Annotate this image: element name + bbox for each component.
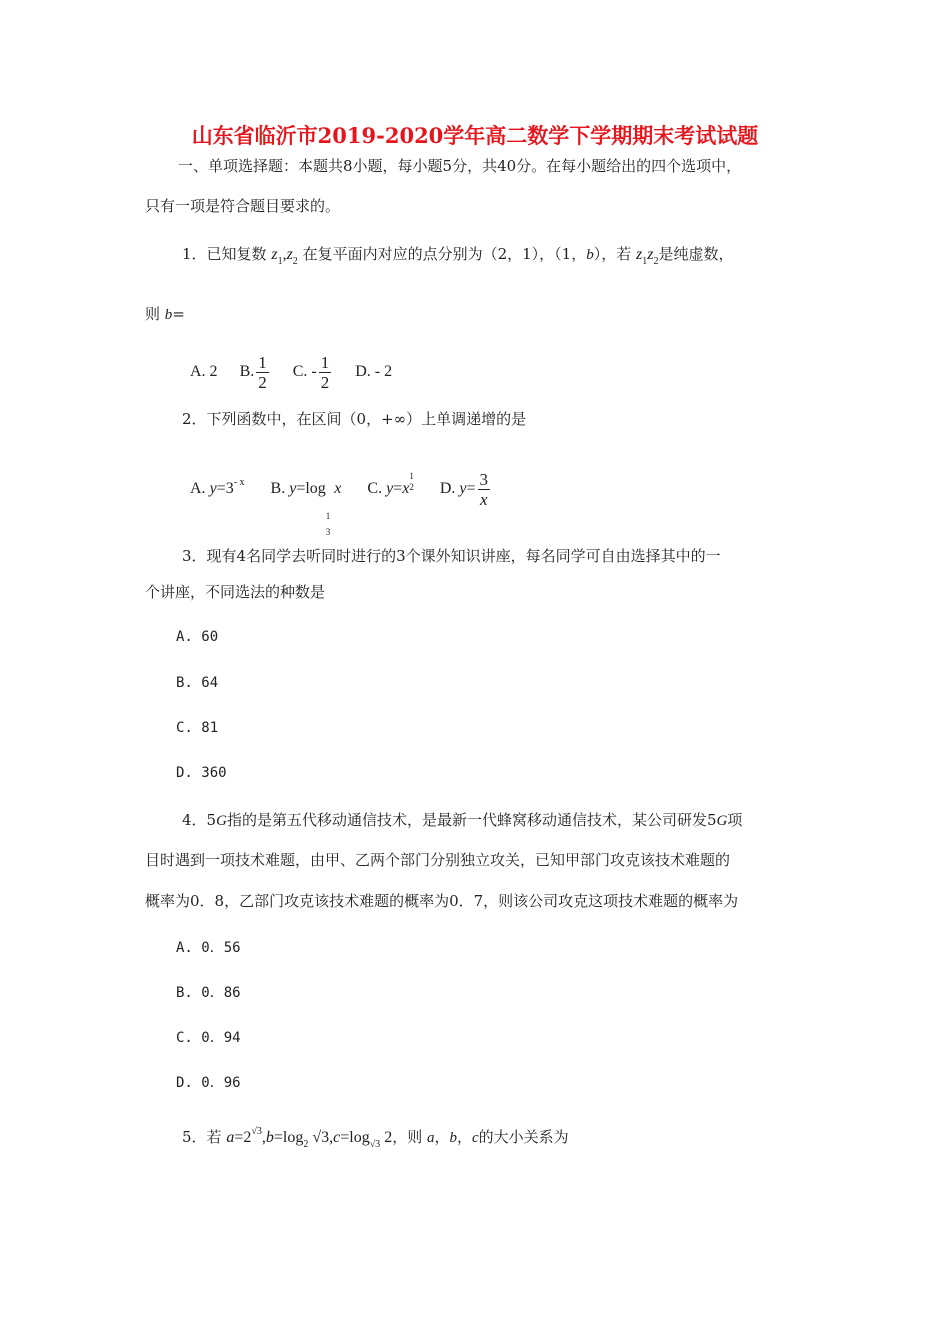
q1-option-a: A. 2 (190, 363, 218, 380)
z1-symbol: $z_1$ (271, 246, 283, 267)
q2-option-d: D. y= $\frac{3}{x}$ (439, 469, 489, 509)
q4-option-b: B. 0．86 (176, 985, 241, 1001)
q3-option-b: B. 64 (176, 675, 219, 691)
q4-option-a: A. 0．56 (176, 940, 241, 956)
q2-option-b: B. y=log 1 3 x (270, 480, 342, 537)
section-instructions-line1: 一、单项选择题：本题共8小题，每小题5分，共40分。在每小题给出的四个选项中， (178, 157, 742, 175)
q5-expression: $a=2^{√3},b=\log_2$ $√3,c=\log_{√3}$ 2 (226, 1126, 393, 1150)
section-instructions-line2: 只有一项是符合题目要求的。 (145, 197, 341, 215)
z1z2-product: $z_1z_2$ (636, 246, 659, 267)
question-4-line1: 4．5G指的是第五代移动通信技术，是最新一代蜂窝移动通信技术，某公司研发5G项 (182, 811, 743, 829)
question-4-line3: 概率为0．8，乙部门攻克该技术难题的概率为0．7，则该公司攻克这项技术难题的概率为 (145, 892, 739, 910)
question-1-line1: 1．已知复数 $z_1,z_2$ 在复平面内对应的点分别为（2，1），（1，b），若 $z_1z_2$是纯虚数， (182, 245, 734, 267)
question-1-options (190, 350, 392, 394)
q4-option-c: C. 0．94 (176, 1030, 241, 1046)
question-3-line1: 3．现有4名同学去听同时进行的3个课外知识讲座，每名同学可自由选择其中的一 (182, 547, 721, 565)
question-5-stem: 5．若 $a=2^{√3},b=\log_2$ $√3,c=\log_{√3}$ 2，则 a，b，c的大小关系为 (182, 1126, 569, 1150)
q1-option-c: C. - $\frac{1}{2}$ (292, 352, 330, 392)
question-1-line2: 则 b= (145, 305, 185, 323)
z2-symbol: $z_2$ (286, 246, 298, 267)
q3-option-a: A. 60 (176, 629, 219, 645)
q2-option-a: A. $y=3^{- x}$ (190, 477, 245, 497)
question-2-stem: 2．下列函数中，在区间（0，+∞）上单调递增的是 (182, 410, 527, 428)
q1-option-d: D. - 2 (355, 363, 393, 380)
q3-option-d: D. 360 (176, 765, 227, 781)
q4-option-d: D. 0．96 (176, 1075, 241, 1091)
q1-option-b: B. $\frac{1}{2}$ (239, 352, 267, 392)
question-2-options (190, 466, 492, 538)
question-4-line2: 目时遇到一项技术难题，由甲、乙两个部门分别独立攻关，已知甲部门攻克该技术难题的 (145, 851, 731, 869)
question-3-line2: 个讲座，不同选法的种数是 (145, 583, 326, 601)
q2-option-c: C. y=x 1 2 (367, 471, 414, 497)
q3-option-c: C. 81 (176, 720, 219, 736)
page-title: 山东省临沂市2019-2020学年高二数学下学期期末考试试题 (191, 123, 759, 148)
